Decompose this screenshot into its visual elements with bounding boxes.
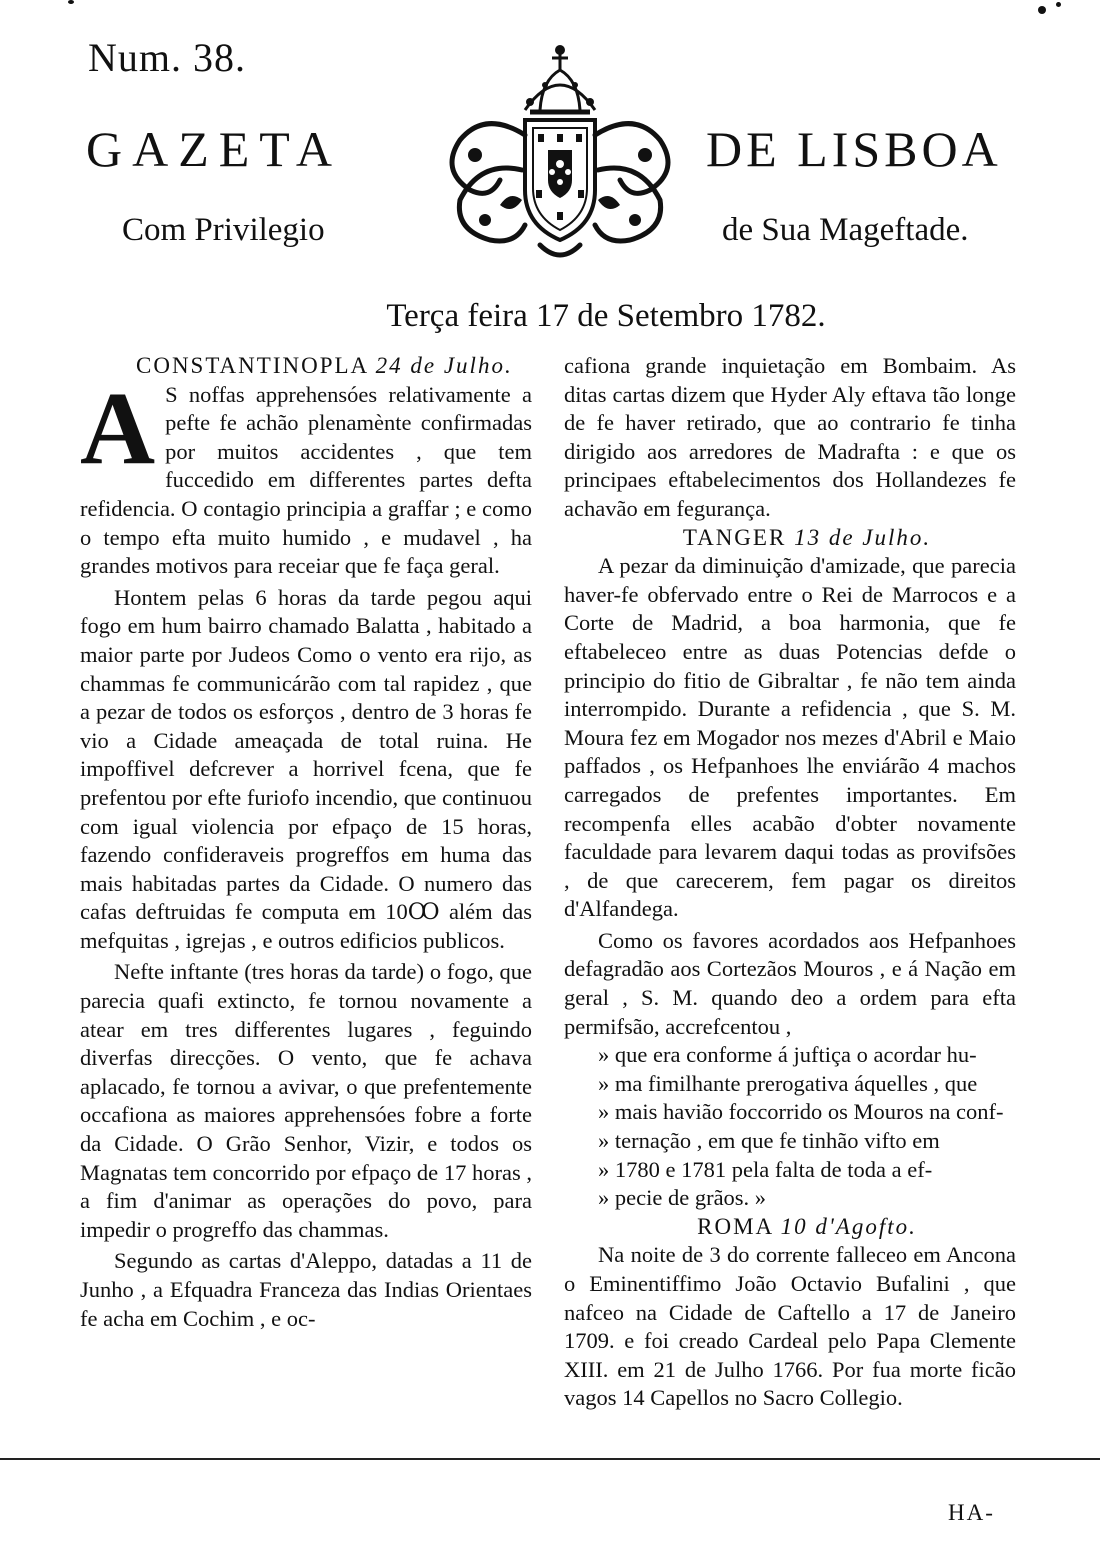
quote-line: » 1780 e 1781 pela falta de toda a ef-: [598, 1156, 933, 1182]
quote-line: » pecie de grãos. »: [598, 1185, 767, 1211]
article-paragraph: A pezar da diminuição d'amizade, que parecia haver-fe obfervado entre o Rei de Marrocos e a Corte de Madrid, a boa harmonia, que fe eftabeleceo entre as duas Potencias defde o principio do fitio de Gibraltar , fe não tem ainda interrompido. Durante a refidencia , que S. M. Moura fez em Mogador nos mezes d'Abril e Maio paffados , os Hefpanhoes lhe enviárão 4 machos carregados de prefentes importantes. Em recompenfa elles acabão d'obter novamente faculdade para levarem daqui todas as provifsões , de que carecerem, fem pagar os direitos d'Alfandega.: [564, 553, 1016, 922]
dateline-date: 10 d'Agofto.: [780, 1213, 917, 1239]
issue-dateline: [0, 298, 1100, 335]
drop-cap: A: [80, 370, 156, 486]
masthead-title-left: GAZETA: [86, 121, 342, 177]
article-paragraph: Hontem pelas 6 horas da tarde pegou aqui fogo em hum bairro chamado Balatta , habitado a maior parte por Judeos Como o vento era rijo, as chammas fe communicárão com tal rapidez , que a pezar de todos os esforços , dentro de 3 horas fe vio a Cidade ameaçada de total ruina. He impoffivel defcrever a horrivel fcena, que fe prefentou por efte furiofo incendio, que continuou com igual violencia por efpaço de 15 horas, fazendo confideraveis progreffos em huma das mais habitadas partes da Cidade. O numero das cafas deftruidas fe computa em 10Ꝏ além das mefquitas , igrejas , e outros edificios publicos.: [80, 584, 532, 953]
dateline-constantinople: [80, 352, 532, 381]
article-paragraph: cafiona grande inquietação em Bombaim. As ditas cartas dizem que Hyder Aly eftava tão longe de fe haver retirado, que ao contrario fe tinha dirigido aos arredores de Madrafta : e que os principaes eftabelecimentos dos Hollandezes fe achavão em fegurança.: [564, 353, 1016, 521]
quote-line: » ternação , em que fe tinhão vifto em: [598, 1128, 940, 1154]
quote-line: » ma fimilhante prerogativa áquelles , que: [598, 1070, 978, 1096]
catchword: HA-: [948, 1500, 995, 1525]
privilege-line-right: de Sua Mageftade.: [722, 212, 969, 248]
article-paragraph: [80, 370, 532, 581]
masthead-title-right: DE LISBOA: [706, 121, 1002, 177]
dateline-date: 24 de Julho.: [375, 353, 513, 378]
dateline-date: 13 de Julho.: [794, 524, 932, 550]
article-paragraph: Nefte inftante (tres horas da tarde) o fogo, que parecia quafi extincto, fe tornou novamente a atear em tres differentes lugares , feguindo diverfas direcções. O vento, que fe achava aplacado, fe tornou a avivar, o que prefentemente occafiona as maiores apprehensóes fobre a forte da Cidade. O Grão Senhor, Vizir, e todos os Magnatas tem concorrido por efpaço de 17 horas , a fim d'animar as operações do povo, para impedir o progreffo das chammas.: [80, 959, 532, 1242]
article-paragraph: Segundo as cartas d'Aleppo, datadas a 11 de Junho , a Efquadra Franceza das Indias Orientaes fe acha em Cochim , e oc-: [80, 1248, 532, 1331]
dateline-place: CONSTANTINOPLA: [136, 353, 368, 378]
article-text: S noffas apprehensóes relativamente a pefte fe achão plenamènte confirmadas por muitos accidentes , que tem fuccedido em differentes partes defta refidencia. O contagio principia a graffar ; e como o tempo efta muito humido , e mudavel , ha grandes motivos para receiar que fe faça geral.: [80, 381, 532, 579]
quote-line: » que era conforme á juftiça o acordar hu-: [598, 1042, 977, 1068]
royal-coat-of-arms-icon: [430, 40, 690, 270]
issue-date: Terça feira 17 de Setembro 1782.: [386, 298, 826, 334]
quote-line: » mais havião foccorrido os Mouros na conf-: [598, 1099, 1004, 1125]
ink-speck: [1056, 2, 1061, 7]
article-paragraph: Na noite de 3 do corrente falleceo em Ancona o Eminentiffimo João Octavio Bufalini , que nafceo na Cidade de Caftello a 17 de Janeiro 1709. e foi creado Cardeal pelo Papa Clemente XIII. em 21 de Julho 1766. Por fua morte ficão vagos 14 Capellos no Sacro Collegio.: [564, 1242, 1016, 1411]
article-paragraph: Como os favores acordados aos Hefpanhoes defagradão aos Cortezãos Mouros , e á Nação em geral , S. M. quando deo a ordem para efta permifsão, accrefcentou ,: [564, 927, 1016, 1039]
ink-speck: [1038, 6, 1046, 14]
dateline-roma: [564, 1213, 1016, 1242]
dateline-place: TANGER: [682, 524, 787, 550]
issue-number: Num. 38.: [88, 35, 246, 80]
privilege-line-left: Com Privilegio: [122, 212, 325, 248]
right-column: [564, 352, 1016, 1413]
dateline-place: ROMA: [697, 1213, 773, 1239]
dateline-tanger: [564, 524, 1016, 553]
fold-crease-line: [0, 1458, 1100, 1460]
ink-speck: [68, 0, 74, 4]
left-column: [80, 352, 532, 1333]
